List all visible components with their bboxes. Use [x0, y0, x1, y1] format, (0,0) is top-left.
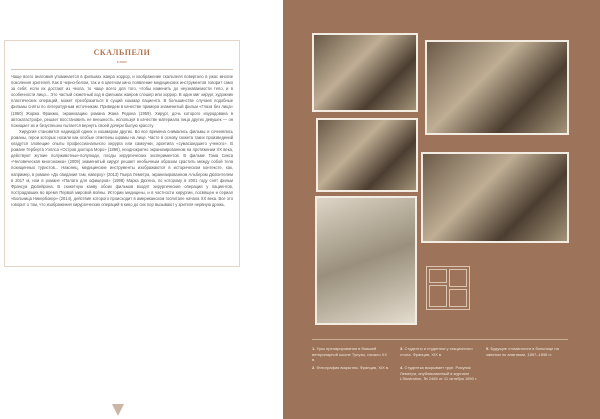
photo-4-drawing	[315, 196, 417, 325]
caption-divider	[312, 339, 568, 340]
caption-number: 3.	[400, 346, 404, 351]
caption-number: 1.	[312, 346, 316, 351]
photo-3-students-at-table	[425, 40, 569, 135]
caption-2	[312, 365, 390, 371]
photo-5-dentists	[421, 152, 569, 243]
left-page	[0, 0, 283, 419]
caption-text: Студентка вскрывает труп. Рисунок Леметра, опубликованный в журнале L'Illustration, № 2465 от 11 октября 1890 г.	[400, 365, 478, 381]
caption-number: 2.	[312, 365, 316, 370]
caption-number: 5.	[486, 346, 490, 351]
caption-text: Фотография вскрытия. Франция, XIX в.	[316, 365, 390, 370]
divider	[11, 69, 233, 70]
photo-2-autopsy	[316, 118, 418, 192]
photo-1-dissection-lesson	[312, 33, 418, 112]
caption-text: Будущие стоматологи в больнице на занятии по анатомии, 1897–1898 гг.	[486, 346, 559, 357]
article-box	[4, 40, 240, 267]
caption-4	[400, 365, 478, 382]
article-subtitle: в кино	[116, 59, 128, 64]
caption-1	[312, 346, 390, 363]
caption-text: Студенты и студентки у секционного стола. Франция, XIX в.	[400, 346, 473, 357]
paragraph-2: Хирургия становится надеждой одних и кошмаром других. Во все времена снимались фильмы и сочинялись романы, герои которых носили как особые отметины шрамы на лице. Часто в основу сюжета таких произведений кладутся зловещие опыты профессионального хирурга или самоучки, архетипа «сумасшедшего ученого». В романе Герберта Уэллса «Остров доктора Моро» (1896), неоднократно экранизированном на протяжении XX века, действуют жуткие полуживотные-полулюди, плоды хирургических экспериментов. В фильме Тома Сикса «Человеческая многоножка» (2009) знаменитый хирург решает необычным образом срастить между собой тела похищенных туристов... Наконец, медицинские инструменты изображаются в историческом контексте, как, например, в романе «До свидания там, наверху» (2013) Пьера Леметра, экранизированном Альбером Дюпонтелем в 2017 м, или в романе «Палата для офицеров» (1998) Марка Дюгена, по которому в 2001 году снят фильм Франсуа Дюпейрона. В сюжетную канву обоих фильмов входят хирургические операции у пациентов, пострадавших во время Первой мировой войны. Истории медицины, и в частности хирургии, посвящен и сериал «Больница Никербокер» (2014), действие которого происходит в американском госпитале начала XX века. Все это говорит о том, что изображения хирургических операций в кино до сих пор вызывают у зрителя нервную дрожь.	[11, 128, 233, 207]
caption-5	[486, 346, 564, 357]
page-number-marker	[112, 404, 124, 416]
caption-3	[400, 346, 478, 357]
paragraph-1: Чаще всего анатомия упоминается в фильмах жанра хоррор, и изображение скальпеля повергало в ужас многие поколения зрителей. Как в черно-белом, так и в цветном кино появление медицинских инструментов говорит само за себя: если их достают из чехла, то чаще всего для того, чтобы изменить до неузнаваемости тело, и в особенности лицо... Это частый сюжетный ход в фильмах жанров слэшер или хоррор. В один миг хирург, художник пластических операций, может преобразиться в сущий кошмар пациента. В большинстве случаев подобные фильмы сняты по литературным источникам. Приведем в качестве примера знаменитый фильм «Глаза без лица» (1960) Жоржа Франжю, экранизацию романа Жана Редона (1959). Хирург, дочь которого изуродована в автокатастрофе, решает восстановить ее внешность, используя в качестве материала лица других девушек — он похищает их и безуспешно пытается вернуть своей дочери былую красоту.	[11, 74, 233, 128]
article-title: СКАЛЬПЕЛИ	[93, 48, 151, 57]
caption-number: 4.	[400, 365, 404, 370]
caption-text: Урок препарирования в бывшей ветеринарной школе Тулузы, начало XX в.	[312, 346, 387, 362]
layout-diagram	[426, 266, 470, 310]
